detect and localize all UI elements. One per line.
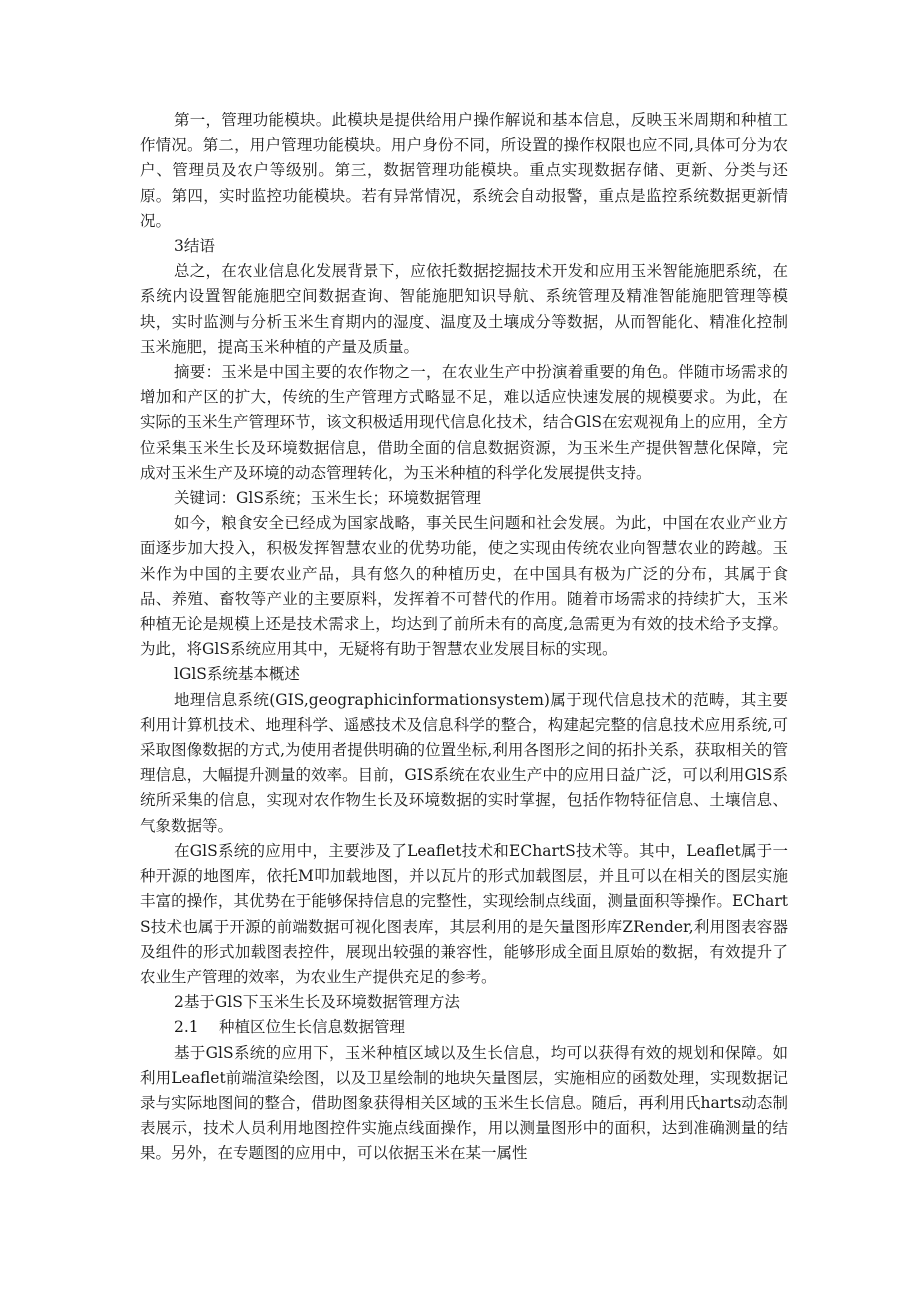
document-body xyxy=(140,108,788,1167)
paragraph-gis-technologies: 在GlS系统的应用中，主要涉及了Leaflet技术和EChartS技术等。其中，Leaflet属于一种开源的地图库，依托M叩加载地图，并以瓦片的形式加载图层，并且可以在相关的图层实施丰富的操作，其优势在于能够保持信息的完整性，实现绘制点线面，测量面积等操作。EChartS技术也属于开源的前端数据可视化图表库，其层利用的是矢量图形库ZRender,利用图表容器及组件的形式加载图表控件，展现出较强的兼容性，能够形成全面且原始的数据，有效提升了农业生产管理的效率，为农业生产提供充足的参考。 xyxy=(140,841,788,986)
paragraph-abstract: 摘要：玉米是中国主要的农作物之一，在农业生产中扮演着重要的角色。伴随市场需求的增加和产区的扩大，传统的生产管理方式略显不足，难以适应快速发展的规模要求。为此，在实际的玉米生产管理环节，该文积极适用现代信息化技术，结合GlS在宏观视角上的应用，全方位采集玉米生长及环境数据信息，借助全面的信息数据资源，为玉米生产提供智慧化保障，完成对玉米生产及环境的动态管理转化，为玉米种植的科学化发展提供支持。 xyxy=(140,363,788,482)
heading-section-2: 2基于GlS下玉米生长及环境数据管理方法 xyxy=(174,993,460,1012)
subsection-number: 2.1 xyxy=(174,1018,199,1037)
paragraph-gis-definition: 地理信息系统(GIS,geographicinformationsystem)属于现代信息技术的范畴，其主要利用计算机技术、地理科学、遥感技术及信息科学的整合，构建起完整的信息技术应用系统,可采取图像数据的方式,为使用者提供明确的位置坐标,利用各图形之间的拓扑关系，获取相关的管理信息，大幅提升测量的效率。目前，GIS系统在农业生产中的应用日益广泛，可以利用GlS系统所采集的信息，实现对农作物生长及环境数据的实时掌握，包括作物特征信息、土壤信息、气象数据等。 xyxy=(140,690,788,835)
paragraph-planting-area: 基于GlS系统的应用下，玉米种植区域以及生长信息，均可以获得有效的规划和保障。如利用Leaflet前端渲染绘图，以及卫星绘制的地块矢量图层，实施相应的函数处理，实现数据记录与实际地图间的整合，借助图象获得相关区域的玉米生长信息。随后，再利用氏harts动态制表展示，技术人员利用地图控件实施点线面操作，用以测量图形中的面积，达到准确测量的结果。另外，在专题图的应用中，可以依据玉米在某一属性 xyxy=(140,1043,788,1163)
paragraph-conclusion: 总之，在农业信息化发展背景下，应依托数据挖掘技术开发和应用玉米智能施肥系统，在系统内设置智能施肥空间数据查询、智能施肥知识导航、系统管理及精准智能施肥管理等模块，实时监测与分析玉米生育期内的湿度、温度及土壤成分等数据，从而智能化、精准化控制玉米施肥，提高玉米种植的产量及质量。 xyxy=(140,262,788,356)
paragraph-keywords: 关键词：GlS系统；玉米生长；环境数据管理 xyxy=(174,489,481,508)
heading-conclusion: 3结语 xyxy=(174,237,215,256)
subsection-title: 种植区位生长信息数据管理 xyxy=(219,1018,406,1037)
paragraph-introduction: 如今，粮食安全已经成为国家战略，事关民生问题和社会发展。为此，中国在农业产业方面逐步加大投入，积极发挥智慧农业的优势功能，使之实现由传统农业向智慧农业的跨越。玉米作为中国的主要农业产品，具有悠久的种植历史，在中国具有极为广泛的分布，其属于食品、养殖、畜牧等产业的主要原料，发挥着不可替代的作用。随着市场需求的持续扩大，玉米种植无论是规模上还是技术需求上，均达到了前所未有的高度,急需更为有效的技术给予支撑。为此，将GlS系统应用其中，无疑将有助于智慧农业发展目标的实现。 xyxy=(140,514,788,659)
paragraph-module-overview: 第一，管理功能模块。此模块是提供给用户操作解说和基本信息，反映玉米周期和种植工作情况。第二，用户管理功能模块。用户身份不同，所设置的操作权限也应不同,具体可分为农户、管理员及农户等级别。第三，数据管理功能模块。重点实现数据存储、更新、分类与还原。第四，实时监控功能模块。若有异常情况，系统会自动报警，重点是监控系统数据更新情况。 xyxy=(140,111,788,230)
heading-gis-overview: lGlS系统基本概述 xyxy=(174,665,300,684)
heading-subsection-2-1 xyxy=(140,1015,788,1040)
